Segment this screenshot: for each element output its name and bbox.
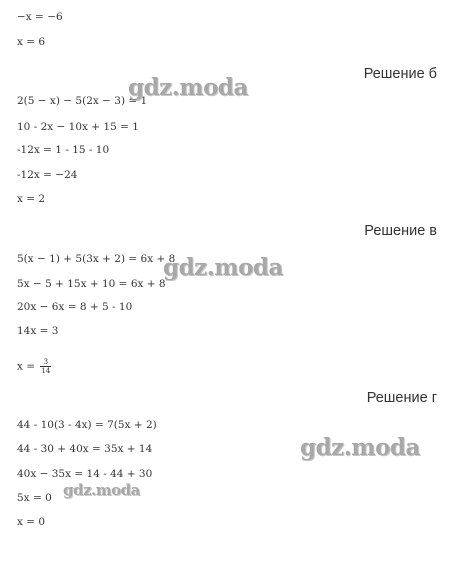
equation-line: 14x = 3 <box>17 325 59 337</box>
fraction <box>40 358 51 375</box>
equation-line: x = 2 <box>17 193 46 205</box>
watermark: gdz.moda <box>128 74 248 101</box>
fraction-numerator: 3 <box>40 358 51 367</box>
watermark: gdz.moda <box>63 481 140 499</box>
fraction-equation <box>17 358 51 375</box>
fraction-prefix: x = <box>17 360 36 373</box>
equation-line: 5x − 5 + 15x + 10 = 6x + 8 <box>17 278 166 290</box>
equation-line: -12x = −24 <box>17 169 78 181</box>
fraction-denominator: 14 <box>41 367 51 375</box>
solution-heading-g: Решение г <box>366 390 437 406</box>
watermark: gdz.moda <box>300 434 420 461</box>
solution-heading-b: Решение б <box>363 66 437 82</box>
equation-line: 44 - 10(3 - 4x) = 7(5x + 2) <box>17 419 157 431</box>
equation-line: 40x − 35x = 14 - 44 + 30 <box>17 468 153 480</box>
equation-line: x = 0 <box>17 516 46 528</box>
equation-line: 2(5 − x) − 5(2x − 3) = 1 <box>17 95 148 107</box>
watermark: gdz.moda <box>163 254 283 281</box>
equation-line: 10 - 2x − 10x + 15 = 1 <box>17 121 139 133</box>
equation-line: -12x = 1 - 15 - 10 <box>17 144 110 156</box>
equation-line: 44 - 30 + 40x = 35x + 14 <box>17 443 153 455</box>
equation-line: −x = −6 <box>17 11 63 23</box>
equation-line: 5(x − 1) + 5(3x + 2) = 6x + 8 <box>17 253 176 265</box>
equation-line: 5x = 0 <box>17 492 52 504</box>
solution-heading-v: Решение в <box>364 223 437 239</box>
equation-line: x = 6 <box>17 36 46 48</box>
equation-line: 20x − 6x = 8 + 5 - 10 <box>17 301 133 313</box>
